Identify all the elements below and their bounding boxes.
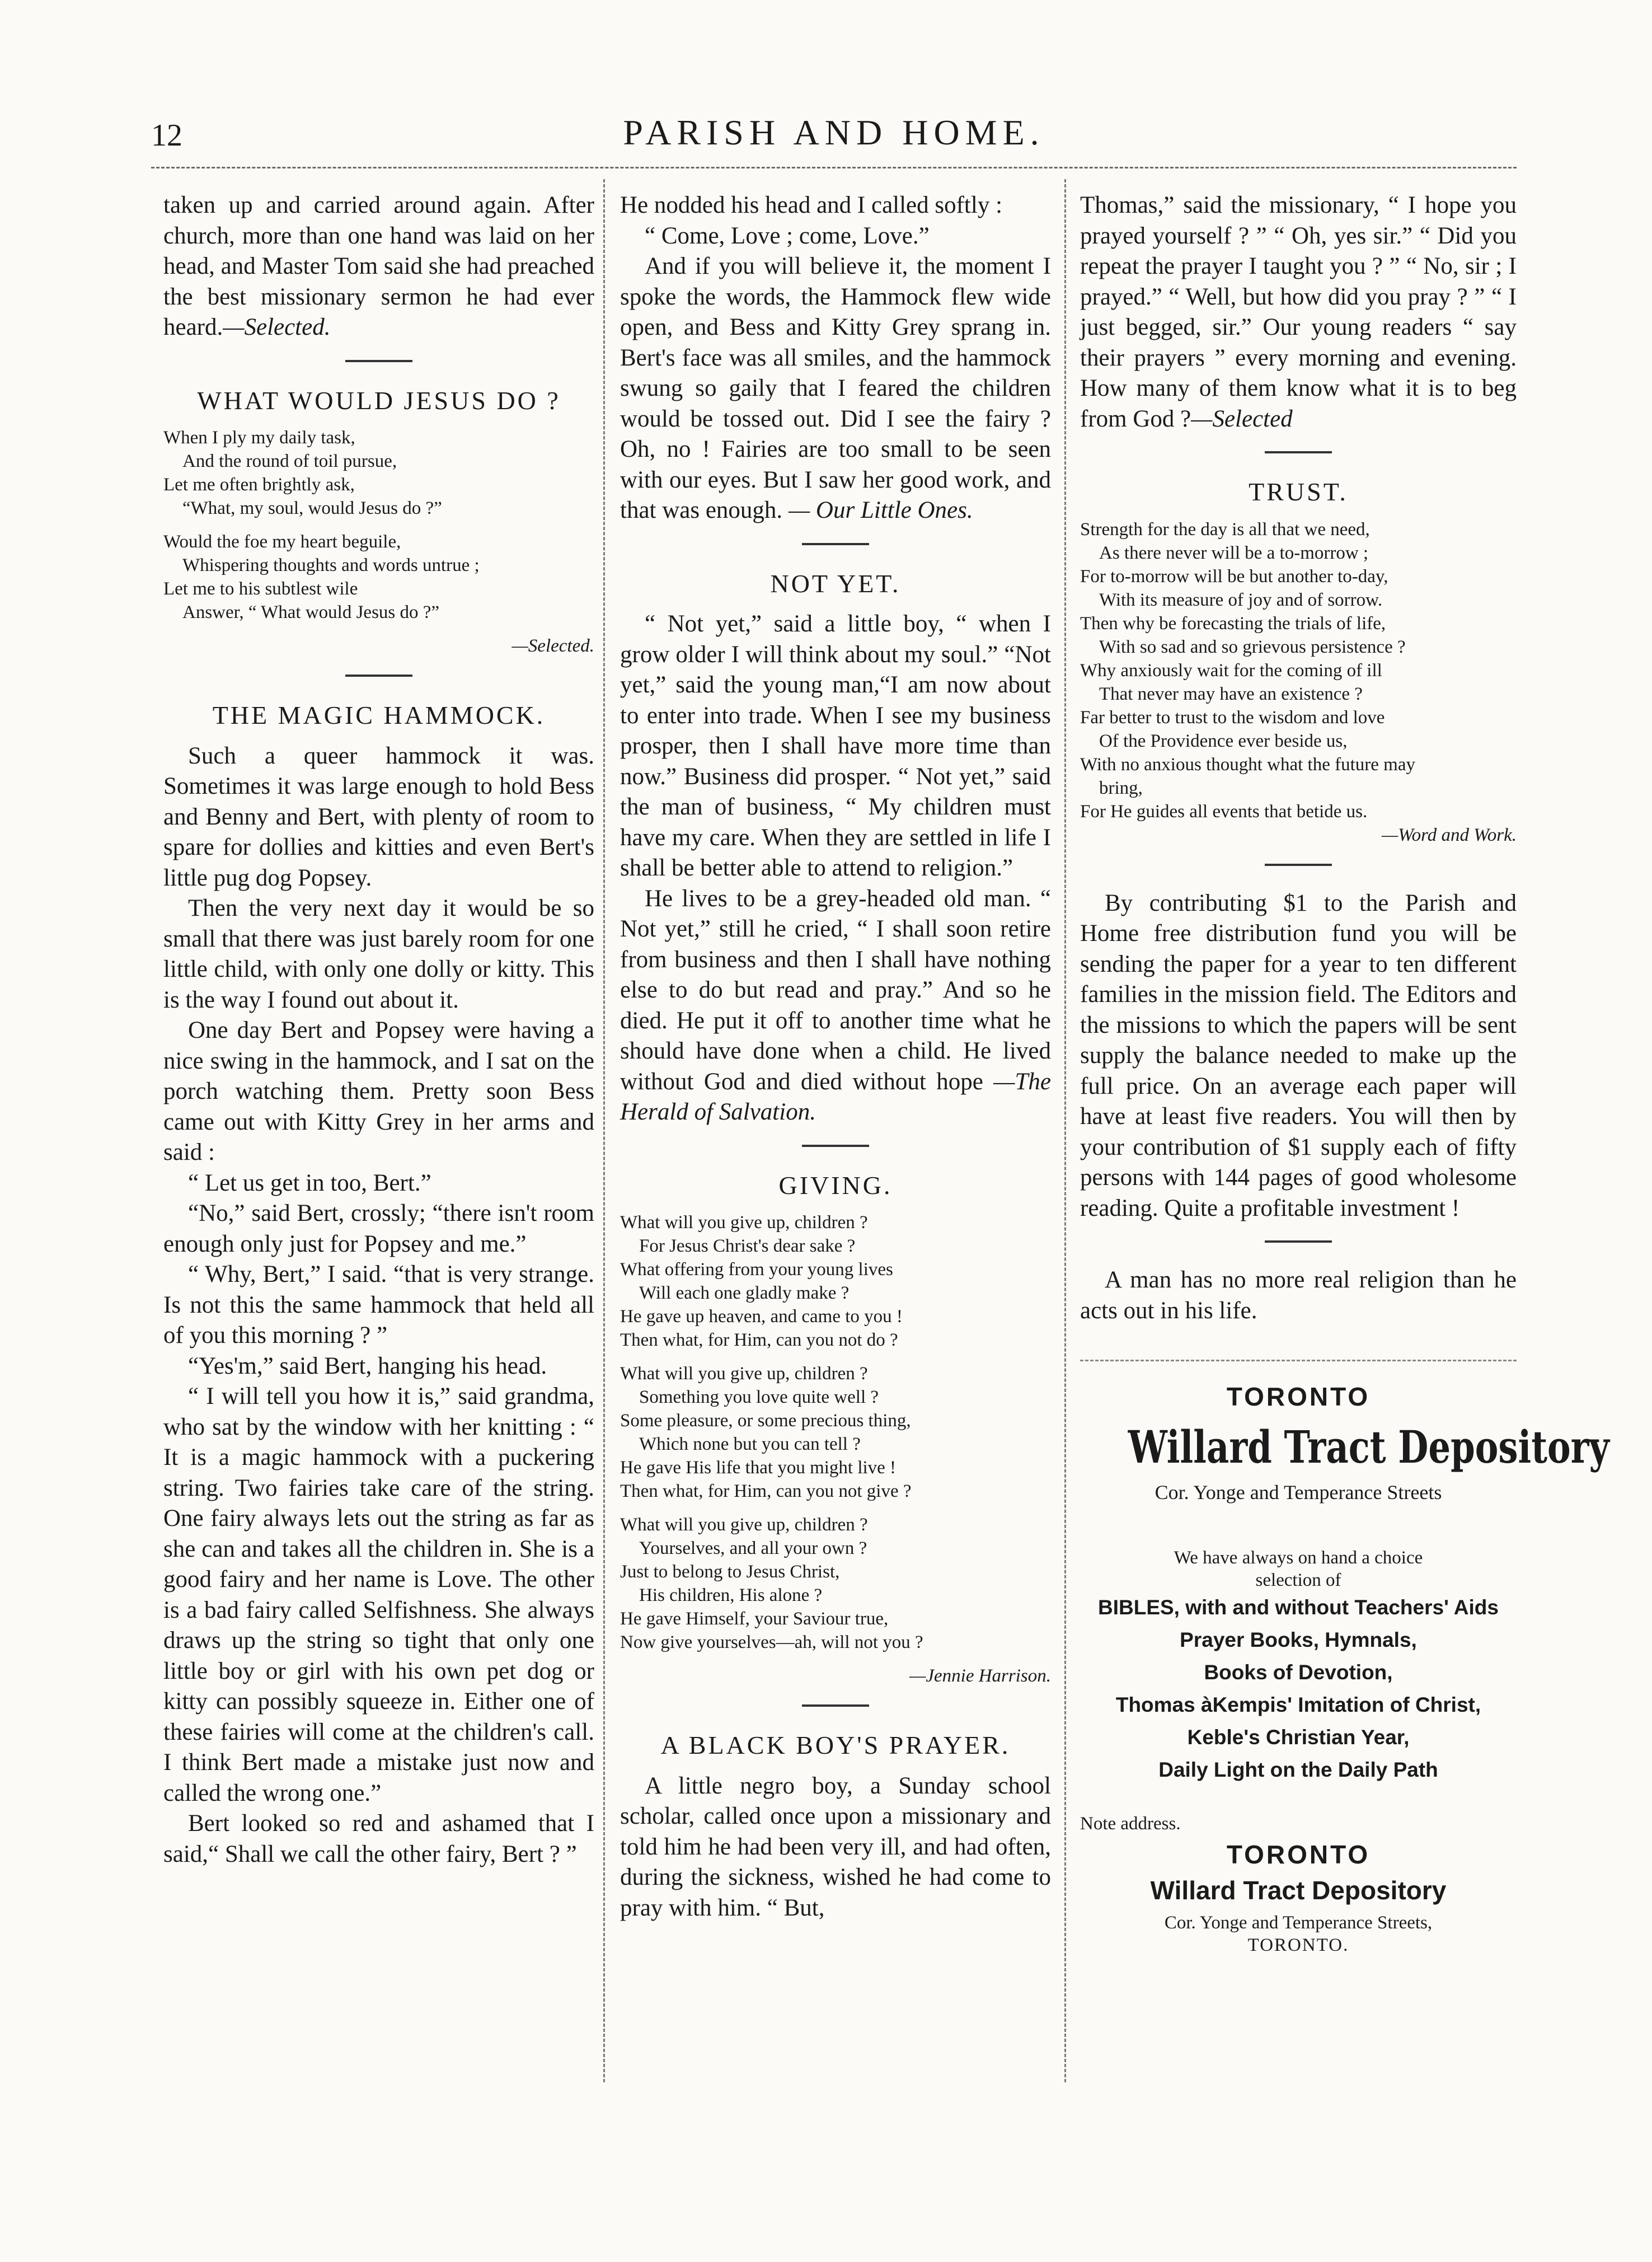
story-title: A BLACK BOY'S PRAYER. (660, 1731, 1011, 1759)
section-rule (802, 543, 869, 545)
ad-city: TORONTO. (1247, 1935, 1349, 1955)
section-rule (345, 360, 412, 362)
paragraph: Thomas,” said the missionary, “ I hope you prayed yourself ? ” “ Oh, yes sir.” “ Did you repeat the prayer I taught you ? ” “ No, sir ; I prayed.” “ Well, but how did you pray ? ” “ I just begged, sir.” Our young readers “ say their prayers ” every morning and evening. How many of them know what it is to beg from God ?—Selected (1080, 192, 1517, 432)
ad-item: Books of Devotion, (1204, 1661, 1393, 1684)
poem-attribution: —Jennie Harrison. (909, 1666, 1051, 1686)
paragraph: “Yes'm,” said Bert, hanging his head. (188, 1352, 547, 1379)
poem: Strength for the day is all that we need, As there never will be a to-morrow ; For to-morrow will be but another to-day, With its measure of joy and of sorrow. Then why be forecasting the trials of life, With so sad and so grievous persistence ? Why anxiously wait for the coming of ill That never may have an existence ? Far better to trust to the wisdom and love Of the Providence ever beside us, With no anxious thought what the future may bring, For He guides all events that betide us. —Word and Work. (1080, 518, 1517, 847)
ad-address: Cor. Yonge and Temperance Streets (1154, 1481, 1442, 1504)
column-divider (603, 179, 605, 2082)
section-rule (345, 675, 412, 677)
paragraph: “ Let us get in too, Bert.” (188, 1169, 431, 1196)
poem-stanza: What will you give up, children ? For Jesus Christ's dear sake ? What offering from your young lives Will each one gladly make ? He gave up heaven, and came to you ! Then what, for Him, can you not do ? (620, 1212, 903, 1350)
ad-item: BIBLES, with and without Teachers' Aids (1098, 1596, 1499, 1619)
ad-store-name: Willard Tract Depository (1128, 1420, 1609, 1473)
header-rule (151, 167, 1517, 168)
poem-stanza: What will you give up, children ? Something you love quite well ? Some pleasure, or some precious thing, Which none but you can tell ? He gave His life that you might live ! Then what, for Him, can you not give ? (620, 1364, 912, 1501)
paragraph: He nodded his head and I called softly : (620, 192, 1003, 218)
poem-stanza: Would the foe my heart beguile, Whispering thoughts and words untrue ; Let me to his subtlest wile Answer, “ What would Jesus do ?” (163, 532, 480, 622)
ad-item: Keble's Christian Year, (1187, 1726, 1410, 1749)
paragraph: “ Not yet,” said a little boy, “ when I grow older I will think about my soul.” “Not yet,” said the young man,“I am now about to enter into trade. When I see my business prosper, then I shall have more time than now.” Business did prosper. “ Not yet,” said the man of business, “ My children must have my care. When they are settled in life I shall be better able to attend to religion.” (620, 611, 1051, 881)
poem-title: TRUST. (1249, 477, 1348, 506)
paragraph: And if you will believe it, the moment I spoke the words, the Hammock flew wide open, and Bess and Kitty Grey sprang in. Bert's face was all smiles, and the hammock swung so gaily that I feared the children would be tossed out. Did I see the fairy ? Oh, no ! Fairies are too small to be seen with our eyes. But I saw her good work, and that was enough. — Our Little Ones. (620, 253, 1051, 523)
section-rule (1265, 864, 1332, 866)
paragraph: Bert looked so red and ashamed that I said,“ Shall we call the other fairy, Bert ? ” (163, 1810, 594, 1867)
story-title: THE MAGIC HAMMOCK. (212, 701, 546, 729)
column-1 (163, 190, 594, 1870)
section-rule (1265, 1240, 1332, 1243)
poem-stanza: What will you give up, children ? Yourselves, and all your own ? Just to belong to Jesus Christ, His children, His alone ? He gave Himself, your Saviour true, Now give yourselves—ah, will not you ? (620, 1515, 923, 1652)
ad-item: Daily Light on the Daily Path (1158, 1758, 1438, 1781)
paragraph: One day Bert and Popsey were having a nice swing in the hammock, and I sat on the porch watching them. Pretty soon Bess came out with Kitty Grey in her arms and said : (163, 1017, 594, 1165)
paragraph: He lives to be a grey-headed old man. “ Not yet,” still he cried, “ I shall soon retire from business and then I shall have nothing else to do but read and pray.” And so he died. He put it off to another time what he should have done when a child. He lived without God and died without hope —The Herald of Salvation. (620, 885, 1051, 1125)
ad-city: TORONTO (1226, 1839, 1371, 1869)
column-divider (1064, 179, 1066, 2082)
section-rule (802, 1704, 869, 1707)
running-title: PARISH AND HOME. (623, 113, 1045, 152)
paragraph: taken up and carried around again. After church, more than one hand was laid on her head, and Master Tom said she had preached the best missionary sermon he had ever heard.—Selected. (163, 192, 594, 340)
poem-title: GIVING. (778, 1170, 893, 1200)
section-rule (1265, 451, 1332, 453)
paragraph: Then the very next day it would be so small that there was just barely room for one little child, with only one dolly or kitty. This is the way I found out about it. (163, 895, 594, 1013)
paragraph: Such a queer hammock it was. Sometimes it was large enough to hold Bess and Benny and Bert, with plenty of room to spare for dollies and kitties and even Bert's little pug dog Popsey. (163, 742, 594, 891)
page-number: 12 (151, 118, 182, 153)
poem-stanza: When I ply my daily task, And the round of toil pursue, Let me often brightly ask, “What, my soul, would Jesus do ?” (163, 428, 442, 518)
appeal-paragraph: By contributing $1 to the Parish and Home free distribution fund you will be sending the paper for a year to ten different families in the mission field. The Editors and the missions to which the papers will be sent supply the balance needed to make up the full price. On an average each paper will have at least five readers. You will then by your contribution of $1 supply each of fifty persons with 144 pages of good wholesome reading. Quite a profitable investment ! (1080, 889, 1517, 1221)
ad-address: Cor. Yonge and Temperance Streets, (1164, 1912, 1433, 1933)
ad-item: Thomas àKempis' Imitation of Christ, (1115, 1693, 1481, 1716)
poem-attribution: —Selected. (511, 636, 594, 656)
poem (163, 426, 594, 658)
paragraph: “ Come, Love ; come, Love.” (645, 222, 930, 249)
paragraph: “ I will tell you how it is,” said grandma, who sat by the window with her knitting : “ It is a magic hammock with a puckering string. Two fairies take care of the string. One fairy always lets out the string as far as she can and takes all the children in. She is a good fairy and her name is Love. The other is a bad fairy called Selfishness. She always draws up the string so tight that only one little boy or girl with his own pet dog or kitty can possibly squeeze in. Either one of these fairies will come at the children's call. I think Bert made a mistake just now and called the wrong one.” (163, 1383, 594, 1806)
paragraph: “ Why, Bert,” I said. “that is very strange. Is not this the same hammock that held all of you this morning ? ” (163, 1261, 594, 1348)
ad-note: Note address. (1080, 1814, 1181, 1834)
paragraph: “No,” said Bert, crossly; “there isn't room enough only just for Popsey and me.” (163, 1200, 594, 1257)
poem-attribution: —Word and Work. (1381, 825, 1517, 845)
section-rule (802, 1145, 869, 1147)
story-title: NOT YET. (770, 569, 901, 598)
column-3 (1080, 190, 1609, 1956)
poem (620, 1211, 1051, 1688)
paragraph: A little negro boy, a Sunday school scholar, called once upon a missionary and told him he had been very ill, and had often, during the sickness, wished he had come to pray with him. “ But, (620, 1772, 1051, 1921)
ad-store-name: Willard Tract Depository (1150, 1876, 1447, 1905)
advertisement: TORONTO Willard Tract Depository Cor. Yonge and Temperance Streets We have always on hand a choice selection of BIBLES, with and without Teachers' Aids Prayer Books, Hymnals, Books of Devotion, Thomas àKempis' Imitation of Christ, Keble's Christian Year, Daily Light on the Daily Path Note address. TORONTO Willard Tract Depository Cor. Yonge and Temperance Streets, TORONTO. (1080, 1360, 1517, 1956)
page-header (151, 112, 1517, 174)
column-2 (620, 190, 1051, 1923)
maxim: A man has no more real religion than he acts out in his life. (1080, 1267, 1517, 1324)
poem-title: WHAT WOULD JESUS DO ? (197, 386, 561, 415)
ad-city: TORONTO (1226, 1382, 1371, 1411)
ad-item: Prayer Books, Hymnals, (1180, 1628, 1417, 1651)
